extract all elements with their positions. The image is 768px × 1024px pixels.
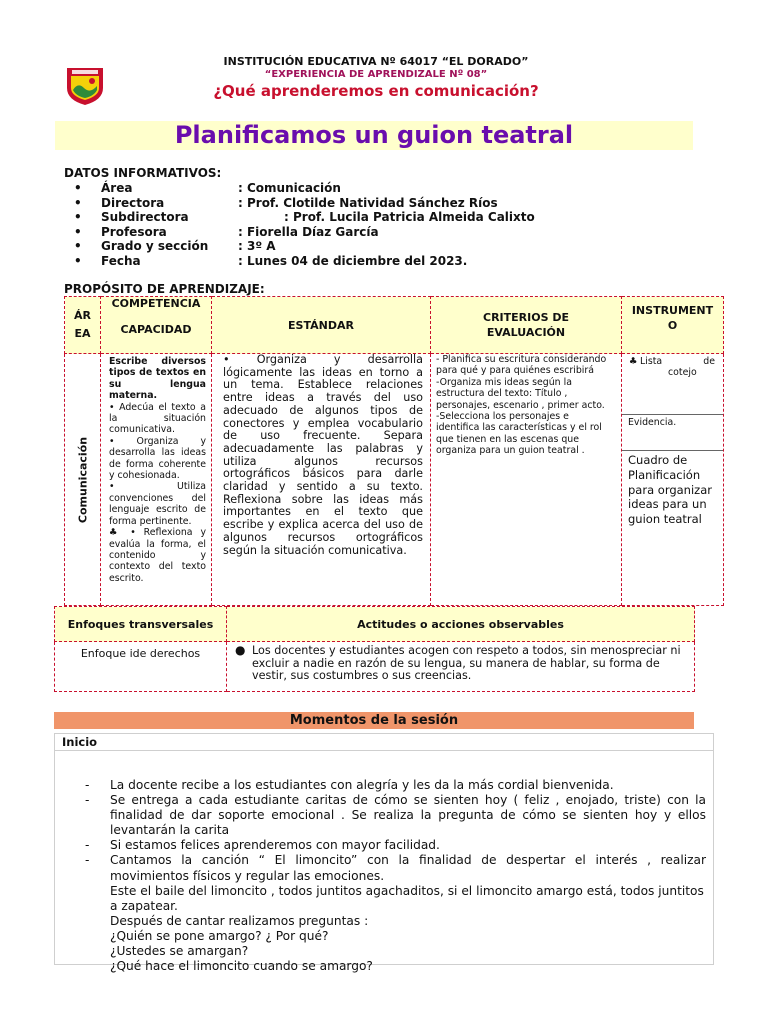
dash-icon: - xyxy=(85,778,90,792)
datos-value: : Comunicación xyxy=(238,181,341,195)
header-competencia: COMPETENCIA CAPACIDAD xyxy=(101,297,212,354)
datos-value: : 3º A xyxy=(238,239,276,254)
datos-value: : Lunes 04 de diciembre del 2023. xyxy=(238,253,468,268)
datos-item xyxy=(74,239,634,254)
capacidad-item: ♣ • Reflexiona y evalúa la forma, el contenido y contexto del texto escrito. xyxy=(109,527,206,584)
table-row xyxy=(55,642,695,692)
page-title: Planificamos un guion teatral xyxy=(174,121,574,149)
bullet-icon: • xyxy=(74,253,82,268)
estandar-text: • Organiza y desarrolla lógicamente las ideas en torno a un tema. Establece relaciones entre ideas a través del uso adecuado de algunos tipos de conectores y emplea vocabulario de uso frecuente. Separa adecuadamente las palabras y utiliza algunos recursos ortográficos básicos para darle claridad y sentido a su texto. Reflexiona sobre las ideas más importantes en el texto que escribe y explica acerca del uso de algunos recursos ortográficos según la situación comunicativa. xyxy=(223,353,423,557)
datos-item xyxy=(74,196,634,211)
list-item: - Si estamos felices aprenderemos con mayor facilidad. xyxy=(85,838,440,853)
bullet-icon: • xyxy=(74,239,82,254)
dash-icon: - xyxy=(85,853,90,868)
datos-label: Grado y sección xyxy=(101,239,209,254)
instrumento-lista: ♣ Lista de cotejo xyxy=(622,354,723,415)
datos-label: Profesora xyxy=(101,224,167,239)
estandar-cell xyxy=(212,354,431,606)
bullet-icon: • xyxy=(74,224,82,239)
header-criterios: CRITERIOS DE EVALUACIÓN xyxy=(431,297,622,354)
area-cell xyxy=(65,354,101,606)
datos-item xyxy=(74,181,634,196)
header-area: ÁR EA xyxy=(65,297,101,354)
session-question: ¿Qué aprenderemos en comunicación? xyxy=(213,82,539,100)
criterio-item: -Selecciona los personajes e identifica las características y el rol que tienen en las escenas que organiza para un guion teatral . xyxy=(436,411,602,457)
table-header-row xyxy=(65,297,724,354)
capacidad-item: • Organiza y desarrolla las ideas de forma coherente y cohesionada. xyxy=(109,435,206,482)
list-item: - La docente recibe a los estudiantes con alegría y les da la más cordial bienvenida. xyxy=(85,778,614,792)
proposito-table xyxy=(64,296,724,606)
datos-label: Área xyxy=(101,181,133,195)
datos-item xyxy=(74,225,634,240)
actitud-text: Los docentes y estudiantes acogen con respeto a todos, sin menospreciar ni excluir a nadie en razón de su lengua, su manera de hablar, su forma de vestir, sus costumbres o sus creencias. xyxy=(252,644,681,683)
datos-item xyxy=(74,254,634,269)
actitud-cell xyxy=(227,642,695,692)
inicio-list xyxy=(85,778,706,974)
list-item: - Cantamos la canción “ El limoncito” con la finalidad de despertar el interés , realizar movimientos físicos y regular las emociones. xyxy=(85,853,706,883)
institution-name: INSTITUCIÓN EDUCATIVA Nº 64017 “EL DORADO” xyxy=(223,55,529,68)
enfoques-header-row xyxy=(55,607,695,642)
question-item: ¿Qué hace el limoncito cuando se amargo? xyxy=(110,959,373,974)
criterio-item: - Planifica su escritura considerando para qué y para quiénes escribirá xyxy=(436,354,607,377)
datos-value: : Prof. Clotilde Natividad Sánchez Ríos xyxy=(238,195,498,210)
capacidad-item: • Utiliza convenciones del lenguaje escrito de forma pertinente. xyxy=(109,481,206,527)
datos-list xyxy=(74,181,634,269)
club-icon: ♣ xyxy=(629,356,638,367)
title-banner xyxy=(55,121,693,150)
list-item: - Se entrega a cada estudiante caritas de cómo se sienten hoy ( feliz , enojado, triste) con la finalidad de dar soporte emocional . Se realiza la pregunta de cómo se sienten hoy y ellos levantarán la carita xyxy=(85,793,706,838)
datos-item xyxy=(74,210,634,225)
datos-heading: DATOS INFORMATIVOS: xyxy=(64,166,222,180)
criterio-item: -Organiza mis ideas según la estructura del texto: Título , personajes, escenario , primer acto. xyxy=(436,376,605,411)
bullet-icon: • xyxy=(74,181,82,195)
datos-label: Subdirectora xyxy=(101,210,189,225)
bullet-icon: • xyxy=(74,210,82,225)
datos-value: : Prof. Lucila Patricia Almeida Calixto xyxy=(284,210,535,225)
momentos-heading: Momentos de la sesión xyxy=(54,712,694,729)
header-instrumento: INSTRUMENT O xyxy=(622,297,724,354)
criterios-cell xyxy=(431,354,622,606)
datos-label: Directora xyxy=(101,195,165,210)
instrumento-cuadro: Cuadro de Planificación para organizar ideas para un guion teatral xyxy=(628,453,712,527)
competencia-cell xyxy=(101,354,212,606)
header-enfoques: Enfoques transversales xyxy=(55,607,227,642)
proposito-heading: PROPÓSITO DE APRENDIZAJE: xyxy=(64,282,265,296)
table-row xyxy=(65,354,724,606)
datos-value: : Fiorella Díaz García xyxy=(238,224,379,239)
enfoques-table xyxy=(54,606,695,692)
area-label: Comunicación xyxy=(76,436,89,523)
capacidad-item: • Adecúa el texto a la situación comunicativa. xyxy=(109,401,206,436)
dash-icon: - xyxy=(85,838,90,853)
inicio-label: Inicio xyxy=(55,734,713,751)
bullet-dot-icon: ● xyxy=(235,643,246,657)
dash-icon: - xyxy=(85,793,90,808)
instrumento-evidencia: Evidencia. xyxy=(622,415,723,451)
question-item: ¿Quién se pone amargo? ¿ Por qué? xyxy=(110,928,329,943)
datos-label: Fecha xyxy=(101,253,141,268)
experience-label: “EXPERIENCIA DE APRENDIZALE Nº 08” xyxy=(264,69,488,80)
question-item: ¿Ustedes se amargan? xyxy=(110,944,249,959)
header-actitudes: Actitudes o acciones observables xyxy=(227,607,695,642)
questions-intro: Después de cantar realizamos preguntas : xyxy=(110,913,369,928)
header-estandar: ESTÁNDAR xyxy=(212,297,431,354)
enfoque-cell: Enfoque ide derechos xyxy=(55,642,227,692)
bullet-icon: • xyxy=(74,195,82,210)
competencia-text: Escribe diversos tipos de textos en su lengua materna. xyxy=(109,356,206,402)
instrumento-cell xyxy=(622,354,724,606)
song-text: Este el baile del limoncito , todos juntitos agachaditos, si el limoncito amargo está, todos juntitos a zapatear. xyxy=(110,883,704,913)
inicio-section xyxy=(54,733,714,974)
school-logo xyxy=(64,64,106,106)
